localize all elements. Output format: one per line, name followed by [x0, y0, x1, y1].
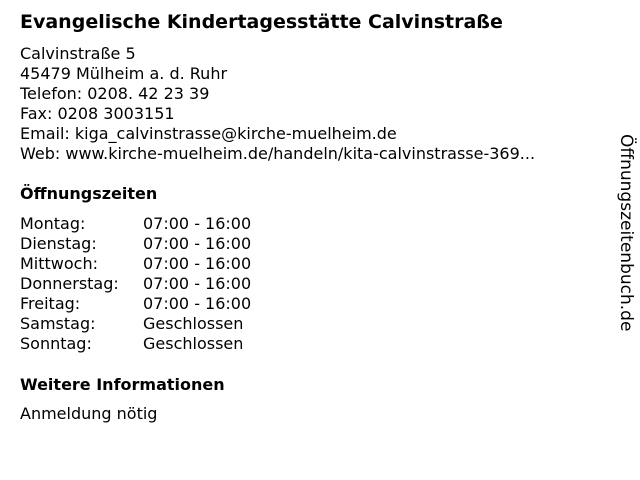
- day-label: Sonntag:: [20, 334, 92, 353]
- day-label: Samstag:: [20, 314, 96, 333]
- city-address: 45479 Mülheim a. d. Ruhr: [20, 64, 228, 83]
- hours-row-sunday: [20, 334, 251, 354]
- day-hours: 07:00 - 16:00: [143, 294, 252, 313]
- address-block: [20, 44, 535, 164]
- opening-hours-heading: Öffnungszeiten: [20, 184, 158, 203]
- day-hours: 07:00 - 16:00: [143, 274, 252, 293]
- street-address: Calvinstraße 5: [20, 44, 136, 63]
- day-hours: 07:00 - 16:00: [143, 254, 252, 273]
- registration-note: Anmeldung nötig: [20, 404, 158, 423]
- page-title: Evangelische Kindertagesstätte Calvinstraße: [20, 11, 503, 33]
- day-label: Mittwoch:: [20, 254, 98, 273]
- hours-row-tuesday: [20, 234, 251, 254]
- fax-number: Fax: 0208 3003151: [20, 104, 175, 123]
- day-label: Dienstag:: [20, 234, 97, 253]
- day-hours: Geschlossen: [143, 314, 244, 333]
- email-address: Email: kiga_calvinstrasse@kirche-muelheim.de: [20, 124, 397, 143]
- brand-watermark: Öffnungszeitenbuch.de: [616, 134, 636, 332]
- hours-row-thursday: [20, 274, 251, 294]
- day-hours: 07:00 - 16:00: [143, 214, 252, 233]
- day-hours: Geschlossen: [143, 334, 244, 353]
- day-label: Donnerstag:: [20, 274, 119, 293]
- opening-hours-list: [20, 214, 251, 354]
- hours-row-friday: [20, 294, 251, 314]
- day-hours: 07:00 - 16:00: [143, 234, 252, 253]
- website-link: Web: www.kirche-muelheim.de/handeln/kita-calvinstrasse-369...: [20, 144, 536, 163]
- phone-number: Telefon: 0208. 42 23 39: [20, 84, 210, 103]
- hours-row-monday: [20, 214, 251, 234]
- day-label: Freitag:: [20, 294, 81, 313]
- further-info-heading: Weitere Informationen: [20, 375, 225, 394]
- day-label: Montag:: [20, 214, 86, 233]
- hours-row-wednesday: [20, 254, 251, 274]
- hours-row-saturday: [20, 314, 251, 334]
